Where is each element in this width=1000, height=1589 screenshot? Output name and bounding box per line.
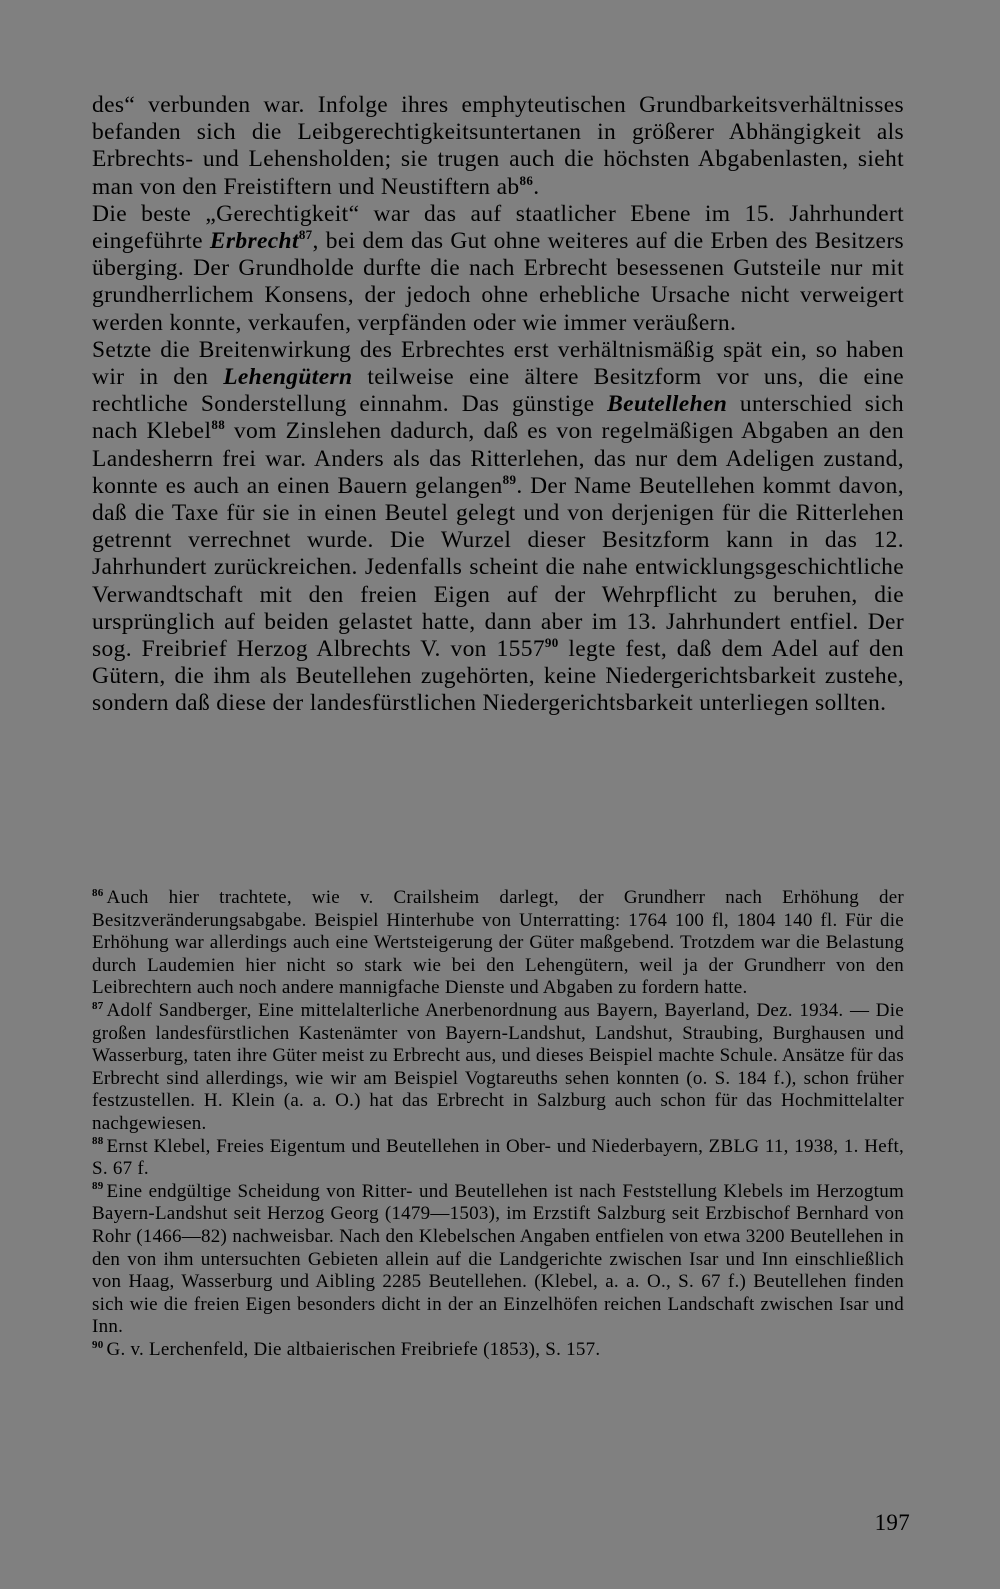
footnote-number: 86 xyxy=(92,886,104,899)
text-run: . Der Name Beutellehen kommt davon, daß die Taxe für sie in einen Beutel gelegt und von derjenigen für die Ritterlehen getrennt verrechnet wurde. Die Wurzel dieser Besitzform kann in das 12. Jahrhundert zurückreichen. Jedenfalls scheint die nahe entwicklungsgeschichtliche Verwandtschaft mit den freien Eigen auf der Wehrpflicht zu beruhen, die ursprünglich auf beiden gelastet hatte, dann aber im 13. Jahrhundert entfiel. Der sog. Freibrief Herzog Albrechts V. von 1557 xyxy=(92,472,904,663)
footnote-ref-90[interactable]: 90 xyxy=(544,635,559,651)
text-run: teilweise eine ältere Besitzform vor uns, die eine rechtliche Sonderstellung einnahm. Das günstige xyxy=(92,364,904,418)
emphasis-beutellehen: Beutellehen xyxy=(607,391,728,418)
footnote-86 xyxy=(92,887,904,1000)
footnote-text: Eine endgültige Scheidung von Ritter- und Beutellehen ist nach Feststellung Klebels im Herzogtum Bayern-Landshut seit Herzog Georg (1479—1503), im Erzstift Salzburg seit Erzbischof Bernhard von Rohr (1466—82) nachweisbar. Nach den Klebelschen Angaben entfielen von etwa 3200 Beutellehen in den von ihm untersuchten Gebieten allein auf die Landgerichte zwischen Isar und Inn einschließlich von Haag, Wasserburg und Aibling 2285 Beutellehen. (Klebel, a. a. O., S. 67 f.) Beutellehen finden sich wie die freien Eigen besonders dicht in der an Einzelhöfen reichen Landschaft zwischen Isar und Inn. xyxy=(92,1180,904,1338)
main-text xyxy=(92,92,904,718)
paragraph-3 xyxy=(92,337,904,718)
footnote-89 xyxy=(92,1181,904,1339)
footnote-number: 88 xyxy=(92,1135,104,1148)
footnote-ref-89[interactable]: 89 xyxy=(502,472,517,488)
paragraph-1 xyxy=(92,92,904,201)
footnote-87 xyxy=(92,1000,904,1136)
footnote-88 xyxy=(92,1136,904,1181)
page-number: 197 xyxy=(874,1510,910,1535)
page xyxy=(92,92,905,1360)
footnote-90 xyxy=(92,1339,904,1362)
footnote-ref-88[interactable]: 88 xyxy=(211,417,226,433)
emphasis-erbrecht: Erbrecht xyxy=(209,228,299,255)
text-run: Die beste „Gerechtigkeit“ war das auf staatlicher Ebene im 15. Jahrhundert eingeführte xyxy=(92,200,904,255)
footnote-text: G. v. Lerchenfeld, Die altbaierischen Freibriefe (1853), S. 157. xyxy=(106,1338,601,1360)
emphasis-lehengueter: Lehengütern xyxy=(223,364,353,391)
text-run: Setzte die Breitenwirkung des Erbrechtes erst verhältnismäßig spät ein, so haben wir in den xyxy=(92,336,904,391)
footnote-text: Adolf Sandberger, Eine mittelalterliche Anerbenordnung aus Bayern, Bayerland, Dez. 1934. — Die großen landesfürstlichen Kastenämter von Bayern-Landshut, Landshut, Straubing, Burghausen und Wasserburg, taten ihre Güter meist zu Erbrecht aus, und dieses Beispiel machte Schule. Ansätze für das Erbrecht sind allerdings, wie wir am Beispiel Vogtareuths sehen konnten (o. S. 184 f.), schon früher festzustellen. H. Klein (a. a. O.) hat das Erbrecht in Salzburg auch schon für das Hochmittelalter nachgewiesen. xyxy=(92,999,904,1134)
text-run: des“ verbunden war. Infolge ihres emphyteutischen Grundbarkeitsverhältnisses befanden sich die Leibgerechtigkeitsuntertanen in größerer Abhängigkeit als Erbrechts- und Lehensholden; sie trugen auch die höchsten Abgabenlasten, sieht man von den Freistiftern und Neustiftern ab xyxy=(92,92,904,200)
text-run: . xyxy=(533,173,540,200)
footnote-number: 89 xyxy=(92,1180,104,1193)
footnotes xyxy=(92,887,904,1361)
footnote-text: Auch hier trachtete, wie v. Crailsheim darlegt, der Grundherr nach Erhöhung der Besitzveränderungsabgabe. Beispiel Hinterhube von Unterratting: 1764 100 fl, 1804 140 fl. Für die Erhöhung war allerdings auch eine Wertsteigerung der Güter maßgebend. Trotzdem war die Belastung durch Laudemien hier nicht so stark wie bei den Lehengütern, weil ja der Grundherr von den Leibrechtern auch noch andere mannigfache Dienste und Abgaben zu fordern hatte. xyxy=(92,887,904,999)
footnote-text: Ernst Klebel, Freies Eigentum und Beutellehen in Ober- und Niederbayern, ZBLG 11, 1938, 1. Heft, S. 67 f. xyxy=(92,1135,904,1180)
footnote-ref-87[interactable]: 87 xyxy=(298,227,313,243)
text-run: , bei dem das Gut ohne weiteres auf die Erben des Besitzers überging. Der Grundholde durfte die nach Erbrecht besessenen Gutsteile nur mit grundherrlichem Konsens, der jedoch ohne erhebliche Ursache nicht verweigert werden konnte, verkaufen, verpfänden oder wie immer veräußern. xyxy=(92,228,904,336)
text-run: vom Zinslehen dadurch, daß es von regelmäßigen Abgaben an den Landesherrn frei war. Anders als das Ritterlehen, das nur dem Adeligen zustand, konnte es auch an einen Bauern gelangen xyxy=(92,418,905,499)
footnote-number: 90 xyxy=(92,1338,104,1351)
footnote-ref-86[interactable]: 86 xyxy=(519,172,534,188)
text-run: unterschied sich nach Klebel xyxy=(92,391,905,445)
footnote-number: 87 xyxy=(92,999,104,1012)
text-run: legte fest, daß dem Adel auf den Gütern, die ihm als Beutellehen zugehörten, keine Niedergerichtsbarkeit zustehe, sondern daß diese der landesfürstlichen Niedergerichtsbarkeit unterliegen sollten. xyxy=(92,636,905,717)
paragraph-2 xyxy=(92,201,904,337)
